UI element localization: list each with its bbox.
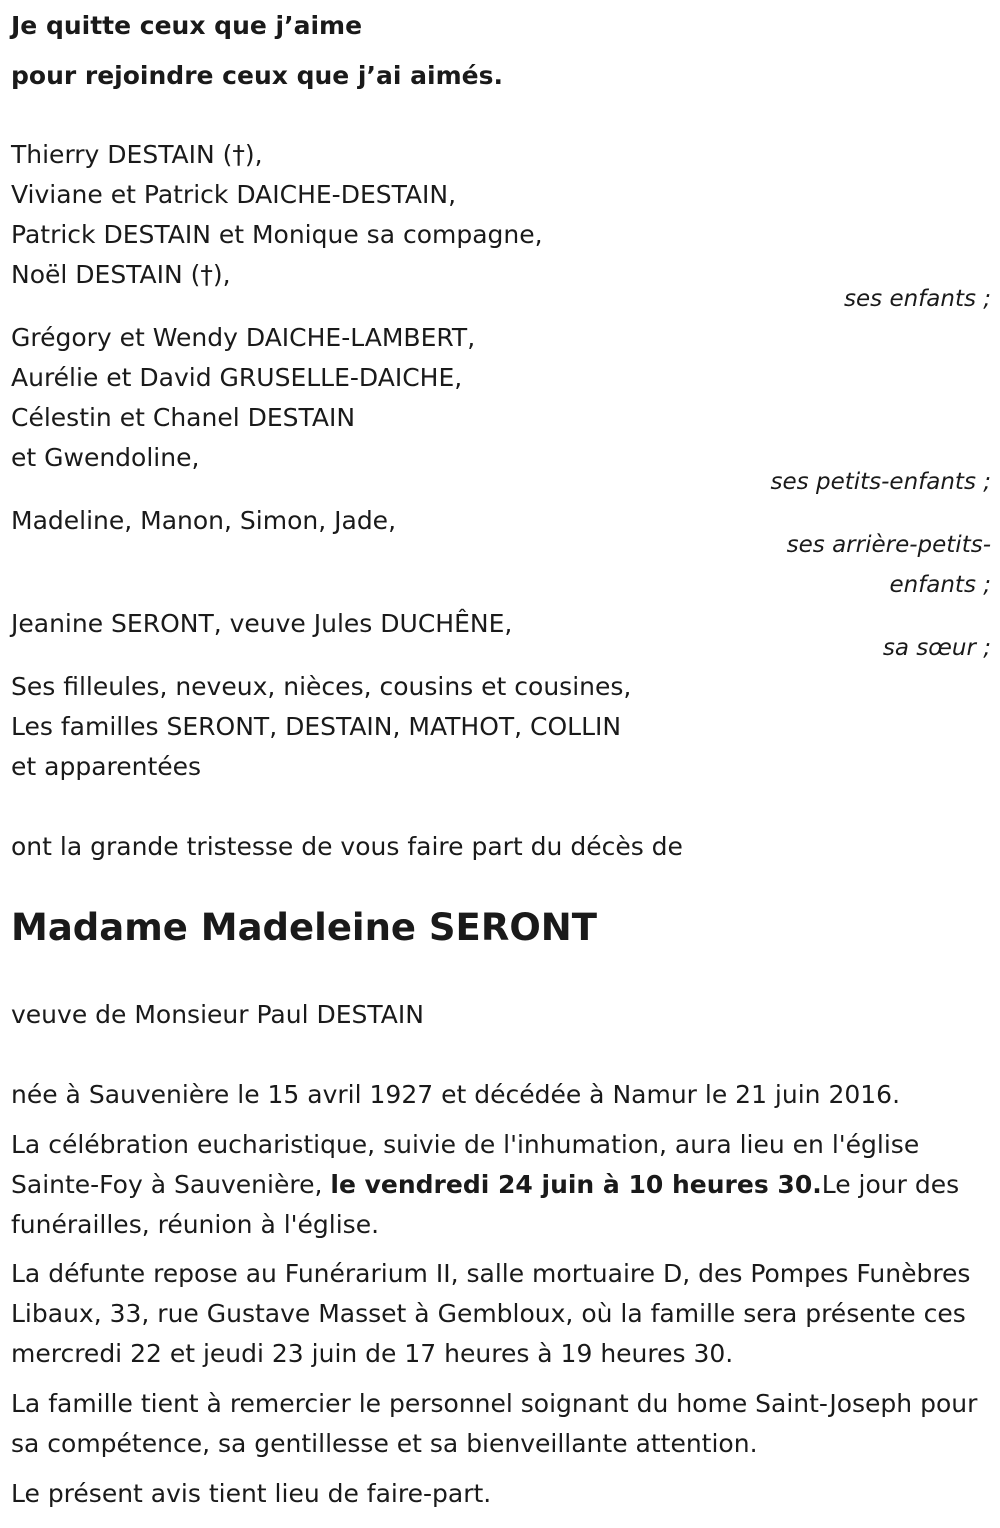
family-name-line: Jeanine SERONT, veuve Jules DUCHÊNE,: [11, 609, 513, 638]
widow-of: veuve de Monsieur Paul DESTAIN: [11, 1000, 424, 1029]
family-name-line: Noël DESTAIN (†),: [11, 260, 231, 289]
deceased-name: Madame Madeleine SERONT: [11, 906, 597, 949]
relation-children: ses enfants ;: [844, 286, 991, 312]
relation-sister: sa sœur ;: [882, 635, 991, 661]
announcement: ont la grande tristesse de vous faire part du décès de: [11, 832, 683, 861]
relation-great-grandchildren-1: ses arrière-petits-: [786, 532, 991, 558]
others-group: [11, 667, 991, 787]
family-name-line: Madeline, Manon, Simon, Jade,: [11, 506, 397, 535]
grandchildren-group: [11, 318, 991, 478]
repose-paragraph: La défunte repose au Funérarium II, salle mortuaire D, des Pompes Funèbres Libaux, 33, rue Gustave Masset à Gembloux, où la famille sera présente ces mercredi 22 et jeudi 23 juin de 17 heures à 19 heures 30.: [11, 1259, 971, 1368]
relation-great-grandchildren-2: enfants ;: [889, 572, 991, 598]
ceremony-date: le vendredi 24 juin à 10 heures 30.: [330, 1170, 822, 1199]
family-name-line: Ses filleules, neveux, nièces, cousins et cousines,: [11, 672, 632, 701]
epigraph-second: [11, 56, 991, 96]
epigraph-line-1: Je quitte ceux que j’aime: [11, 11, 363, 40]
epigraph-line-2: pour rejoindre ceux que j’ai aimés.: [11, 61, 503, 90]
ceremony-paragraph: [11, 1125, 986, 1245]
ceremony-text-before: La célébration eucharistique, suivie de l'inhumation, aura lieu en l'église Sainte-Foy à Sauvenière,: [11, 1130, 920, 1199]
children-group: [11, 135, 991, 295]
family-name-line: Grégory et Wendy DAICHE-LAMBERT,: [11, 323, 476, 352]
ceremony-text-after: Le jour des funérailles, réunion à l'église.: [11, 1170, 960, 1239]
family-name-line: Thierry DESTAIN (†),: [11, 140, 263, 169]
family-name-line: Viviane et Patrick DAICHE-DESTAIN,: [11, 180, 457, 209]
epigraph: [11, 6, 991, 46]
relation-grandchildren: ses petits-enfants ;: [770, 469, 991, 495]
thanks-paragraph: La famille tient à remercier le personnel soignant du home Saint-Joseph pour sa compétence, sa gentillesse et sa bienveillante attention.: [11, 1389, 978, 1458]
family-name-line: et Gwendoline,: [11, 443, 200, 472]
family-name-line: Aurélie et David GRUSELLE-DAICHE,: [11, 363, 463, 392]
family-name-line: Patrick DESTAIN et Monique sa compagne,: [11, 220, 543, 249]
family-name-line: Célestin et Chanel DESTAIN: [11, 403, 356, 432]
birth-death: née à Sauvenière le 15 avril 1927 et décédée à Namur le 21 juin 2016.: [11, 1080, 901, 1109]
family-name-line: et apparentées: [11, 752, 202, 781]
family-name-line: Les familles SERONT, DESTAIN, MATHOT, COLLIN: [11, 712, 622, 741]
notice: Le présent avis tient lieu de faire-part.: [11, 1479, 492, 1508]
